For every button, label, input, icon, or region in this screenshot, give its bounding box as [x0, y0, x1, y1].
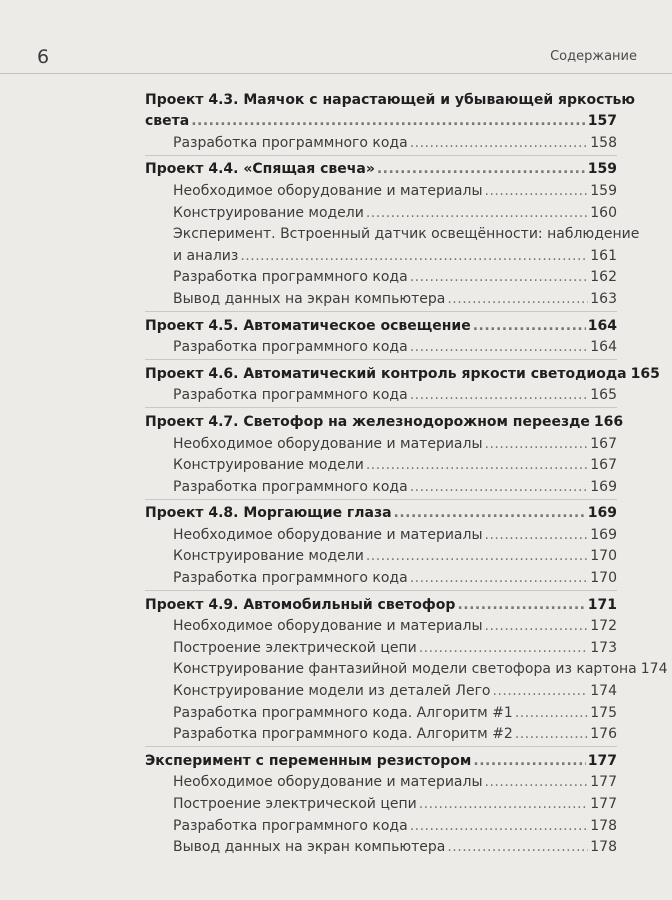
toc-entry-title: Разработка программного кода. Алгоритм #2 [173, 726, 513, 743]
dot-leader [485, 526, 589, 545]
toc-entry-title: Проект 4.4. «Спящая свеча» [145, 161, 375, 178]
dot-leader [419, 795, 589, 814]
toc-entry[interactable] [145, 201, 617, 223]
toc-page-number: 159 [587, 161, 617, 178]
toc-entry[interactable] [145, 658, 668, 680]
dot-leader [410, 817, 589, 836]
dot-leader [485, 435, 589, 454]
toc-entry[interactable] [145, 266, 617, 288]
toc-page-number: 173 [590, 639, 617, 656]
toc-entry-title: Разработка программного кода [173, 478, 408, 495]
toc-page-number: 174 [640, 661, 668, 678]
header-rule [0, 73, 672, 74]
toc-page-number: 164 [587, 317, 617, 334]
toc-page-number: 170 [590, 548, 617, 565]
toc-entry[interactable] [145, 432, 617, 454]
toc-chapter-entry[interactable] [145, 502, 617, 524]
dot-leader [515, 704, 588, 723]
toc-entry[interactable] [145, 384, 617, 406]
toc-entry-title: Построение электрической цепи [173, 639, 417, 656]
dot-leader [457, 596, 585, 615]
section-divider [145, 746, 617, 747]
dot-leader [394, 504, 586, 523]
toc-entry-title: Конструирование модели [173, 457, 364, 474]
toc-page-number: 164 [590, 339, 617, 356]
toc-entry-title: Необходимое оборудование и материалы [173, 774, 483, 791]
section-divider [145, 359, 617, 360]
toc-page-number: 169 [587, 505, 617, 522]
dot-leader [447, 838, 588, 857]
dot-leader [485, 182, 589, 201]
toc-entry[interactable] [145, 836, 617, 858]
section-divider [145, 590, 617, 591]
toc-entry[interactable] [145, 636, 617, 658]
dot-leader [515, 725, 588, 744]
toc-entry[interactable] [145, 223, 640, 245]
toc-chapter-entry[interactable] [145, 362, 660, 384]
dot-leader [410, 338, 589, 357]
toc-page-number: 178 [590, 839, 617, 856]
toc-page-number: 166 [593, 413, 624, 430]
toc-page-number: 172 [590, 618, 617, 635]
dot-leader [410, 569, 589, 588]
toc-entry-title: Проект 4.9. Автомобильный светофор [145, 596, 456, 613]
toc-entry-title: Эксперимент с переменным резистором [145, 752, 472, 769]
toc-entry[interactable] [145, 615, 617, 637]
toc-page-number: 162 [590, 269, 617, 286]
toc-page-number: 163 [590, 290, 617, 307]
toc-page-number: 177 [587, 752, 617, 769]
toc-entry[interactable] [145, 336, 617, 358]
section-divider [145, 499, 617, 500]
toc-entry-title: Разработка программного кода [173, 570, 408, 587]
dot-leader [366, 547, 588, 566]
toc-entry[interactable] [145, 701, 617, 723]
table-of-contents [145, 88, 668, 857]
toc-entry-title: света [145, 113, 190, 130]
toc-chapter-entry[interactable] [145, 110, 617, 132]
dot-leader [493, 682, 589, 701]
toc-entry-title: Разработка программного кода [173, 134, 408, 151]
toc-entry-title: Необходимое оборудование и материалы [173, 526, 483, 543]
toc-page-number: 171 [587, 596, 617, 613]
dot-leader [485, 773, 589, 792]
toc-entry-title: Разработка программного кода [173, 339, 408, 356]
toc-page-number: 169 [590, 478, 617, 495]
toc-entry[interactable] [145, 244, 617, 266]
dot-leader [191, 112, 586, 131]
toc-entry-title: Разработка программного кода [173, 387, 408, 404]
toc-page-number: 169 [590, 526, 617, 543]
toc-entry[interactable] [145, 814, 617, 836]
toc-entry-title: Конструирование модели [173, 548, 364, 565]
section-divider [145, 407, 617, 408]
toc-entry-title: Вывод данных на экран компьютера [173, 290, 446, 307]
toc-entry-title: Проект 4.3. Маячок с нарастающей и убывающей яркостью [145, 91, 636, 108]
toc-entry[interactable] [145, 131, 617, 153]
page-number: 6 [37, 46, 50, 68]
toc-chapter-entry[interactable] [145, 749, 617, 771]
dot-leader [240, 247, 588, 266]
toc-entry[interactable] [145, 545, 617, 567]
toc-entry-title: Разработка программного кода [173, 269, 408, 286]
dot-leader [485, 617, 589, 636]
toc-page-number: 167 [590, 435, 617, 452]
toc-entry[interactable] [145, 566, 617, 588]
dot-leader [410, 268, 589, 287]
toc-page-number: 167 [590, 457, 617, 474]
toc-entry-title: и анализ [173, 247, 239, 264]
running-head: Содержание [550, 49, 637, 64]
toc-entry-title: Необходимое оборудование и материалы [173, 182, 483, 199]
toc-entry[interactable] [145, 523, 617, 545]
dot-leader [419, 639, 589, 658]
toc-entry[interactable] [145, 475, 617, 497]
toc-chapter-entry[interactable] [145, 314, 617, 336]
section-divider [145, 311, 617, 312]
toc-entry-title: Необходимое оборудование и материалы [173, 435, 483, 452]
dot-leader [410, 478, 589, 497]
toc-entry-title: Разработка программного кода. Алгоритм #1 [173, 704, 513, 721]
toc-entry-title: Конструирование модели из деталей Лего [173, 683, 491, 700]
dot-leader [366, 204, 588, 223]
toc-entry[interactable] [145, 723, 617, 745]
toc-page-number: 174 [590, 683, 617, 700]
dot-leader [473, 317, 586, 336]
toc-page-number: 176 [590, 726, 617, 743]
toc-page-number: 165 [630, 365, 660, 382]
toc-page-number: 158 [590, 134, 617, 151]
toc-page-number: 177 [590, 796, 617, 812]
toc-page-number: 177 [590, 774, 617, 791]
toc-page-number: 160 [590, 204, 617, 221]
toc-entry[interactable] [145, 679, 617, 701]
toc-page-number: 170 [590, 570, 617, 587]
toc-entry-title: Эксперимент. Встроенный датчик освещённости: наблюдение [173, 226, 640, 243]
toc-entry[interactable] [145, 287, 617, 309]
toc-page-number: 161 [590, 247, 617, 264]
toc-entry-title: Разработка программного кода [173, 817, 408, 834]
dot-leader [473, 752, 585, 771]
toc-entry-title: Проект 4.7. Светофор на железнодорожном переезде [145, 413, 590, 430]
toc-entry[interactable] [145, 454, 617, 476]
dot-leader [366, 456, 588, 475]
toc-entry[interactable] [145, 792, 617, 814]
toc-entry-title: Конструирование фантазийной модели светофора из картона [173, 661, 637, 678]
toc-chapter-entry[interactable] [145, 593, 617, 615]
dot-leader [410, 386, 589, 405]
toc-entry[interactable] [145, 771, 617, 793]
toc-entry-title: Необходимое оборудование и материалы [173, 618, 483, 635]
dot-leader [410, 134, 589, 153]
toc-page-number: 159 [590, 182, 617, 199]
toc-page-number: 175 [590, 704, 617, 721]
toc-page-number: 165 [590, 387, 617, 404]
toc-entry-title: Проект 4.6. Автоматический контроль яркости светодиода [145, 365, 627, 382]
section-divider [145, 155, 617, 156]
toc-chapter-entry[interactable] [145, 410, 624, 432]
toc-entry-title: Конструирование модели [173, 204, 364, 221]
toc-page-number: 157 [587, 113, 617, 130]
toc-entry-title: Проект 4.8. Моргающие глаза [145, 505, 392, 522]
toc-entry-title: Вывод данных на экран компьютера [173, 839, 446, 856]
dot-leader [447, 290, 588, 309]
dot-leader [377, 160, 586, 179]
toc-chapter-entry[interactable] [145, 88, 636, 110]
toc-entry-title: Проект 4.5. Автоматическое освещение [145, 317, 471, 334]
toc-page-number: 178 [590, 817, 617, 834]
toc-entry[interactable] [145, 179, 617, 201]
toc-entry-title: Построение электрической цепи [173, 796, 417, 812]
toc-chapter-entry[interactable] [145, 158, 617, 180]
